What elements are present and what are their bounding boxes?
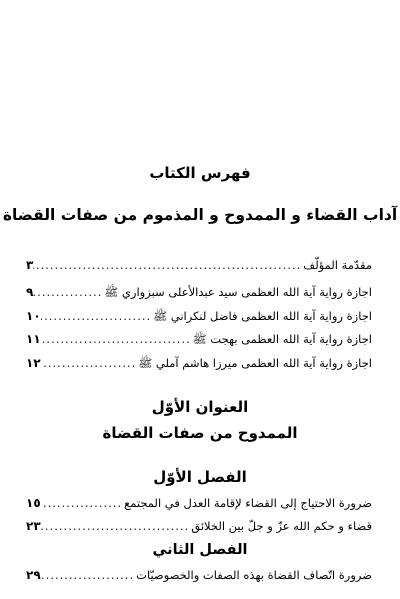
toc-entry-label: ضرورة الاحتياج إلى القضاء لإقامة العدل في المجتمع [124,496,372,510]
toc-leader-dots [33,282,104,302]
toc-title: فهرس الكتاب [149,164,251,182]
toc-entry [26,565,372,585]
toc-leader-dots [41,353,139,373]
toc-entry-label: مقدّمة المؤلّف [303,258,372,272]
toc-entry-label: ضرورة اتّصاف القضاة بهذه الصفات والخصوصيّات [136,568,372,582]
toc-entry-label: قضاء و حكم الله عزّ و جلّ بين الخلائق [191,519,372,533]
toc-entry-label: اجازة رواية آية الله العظمى سيد عبدالأعلى سبزواري ﷺ [104,285,372,299]
toc-entry [26,282,372,302]
toc-entry-page: ١٢ [26,356,41,370]
toc-entry-label: اجازة رواية آية الله العظمى ميرزا هاشم آملي ﷺ [138,356,372,370]
toc-leader-dots [41,329,193,349]
toc-entry [26,306,372,326]
toc-entry [26,516,372,536]
toc-entry [26,353,372,373]
chapter-heading: الفصل الأوّل [153,468,247,486]
toc-entry-label: اجازة رواية آية الله العظمى فاضل لنكراني ﷺ [153,309,372,323]
toc-entry [26,493,372,513]
toc-leader-dots [41,493,124,513]
toc-leader-dots [41,565,136,585]
part-heading: العنوان الأوّل [151,398,249,416]
toc-entry-page: ٩ [26,285,34,299]
toc-leader-dots [33,255,303,275]
toc-entry-page: ١١ [26,332,41,346]
toc-entry-page: ١٠ [26,309,41,323]
toc-entry-page: ٢٣ [26,519,41,533]
toc-leader-dots [41,306,154,326]
toc-entry-page: ١٥ [26,496,41,510]
toc-entry-page: ٢٩ [26,568,41,582]
part-subheading: الممدوح من صفات القضاة [102,424,298,442]
toc-entry [26,255,372,275]
toc-entry-page: ٣ [26,258,34,272]
toc-entry-label: اجازة رواية آية الله العظمى بهجت ﷺ [192,332,372,346]
chapter-heading: الفصل الثاني [152,542,248,558]
toc-leader-dots [41,516,192,536]
toc-entry [26,329,372,349]
book-title: آداب القضاء و الممدوح و المذموم من صفات القضاة [2,206,398,224]
